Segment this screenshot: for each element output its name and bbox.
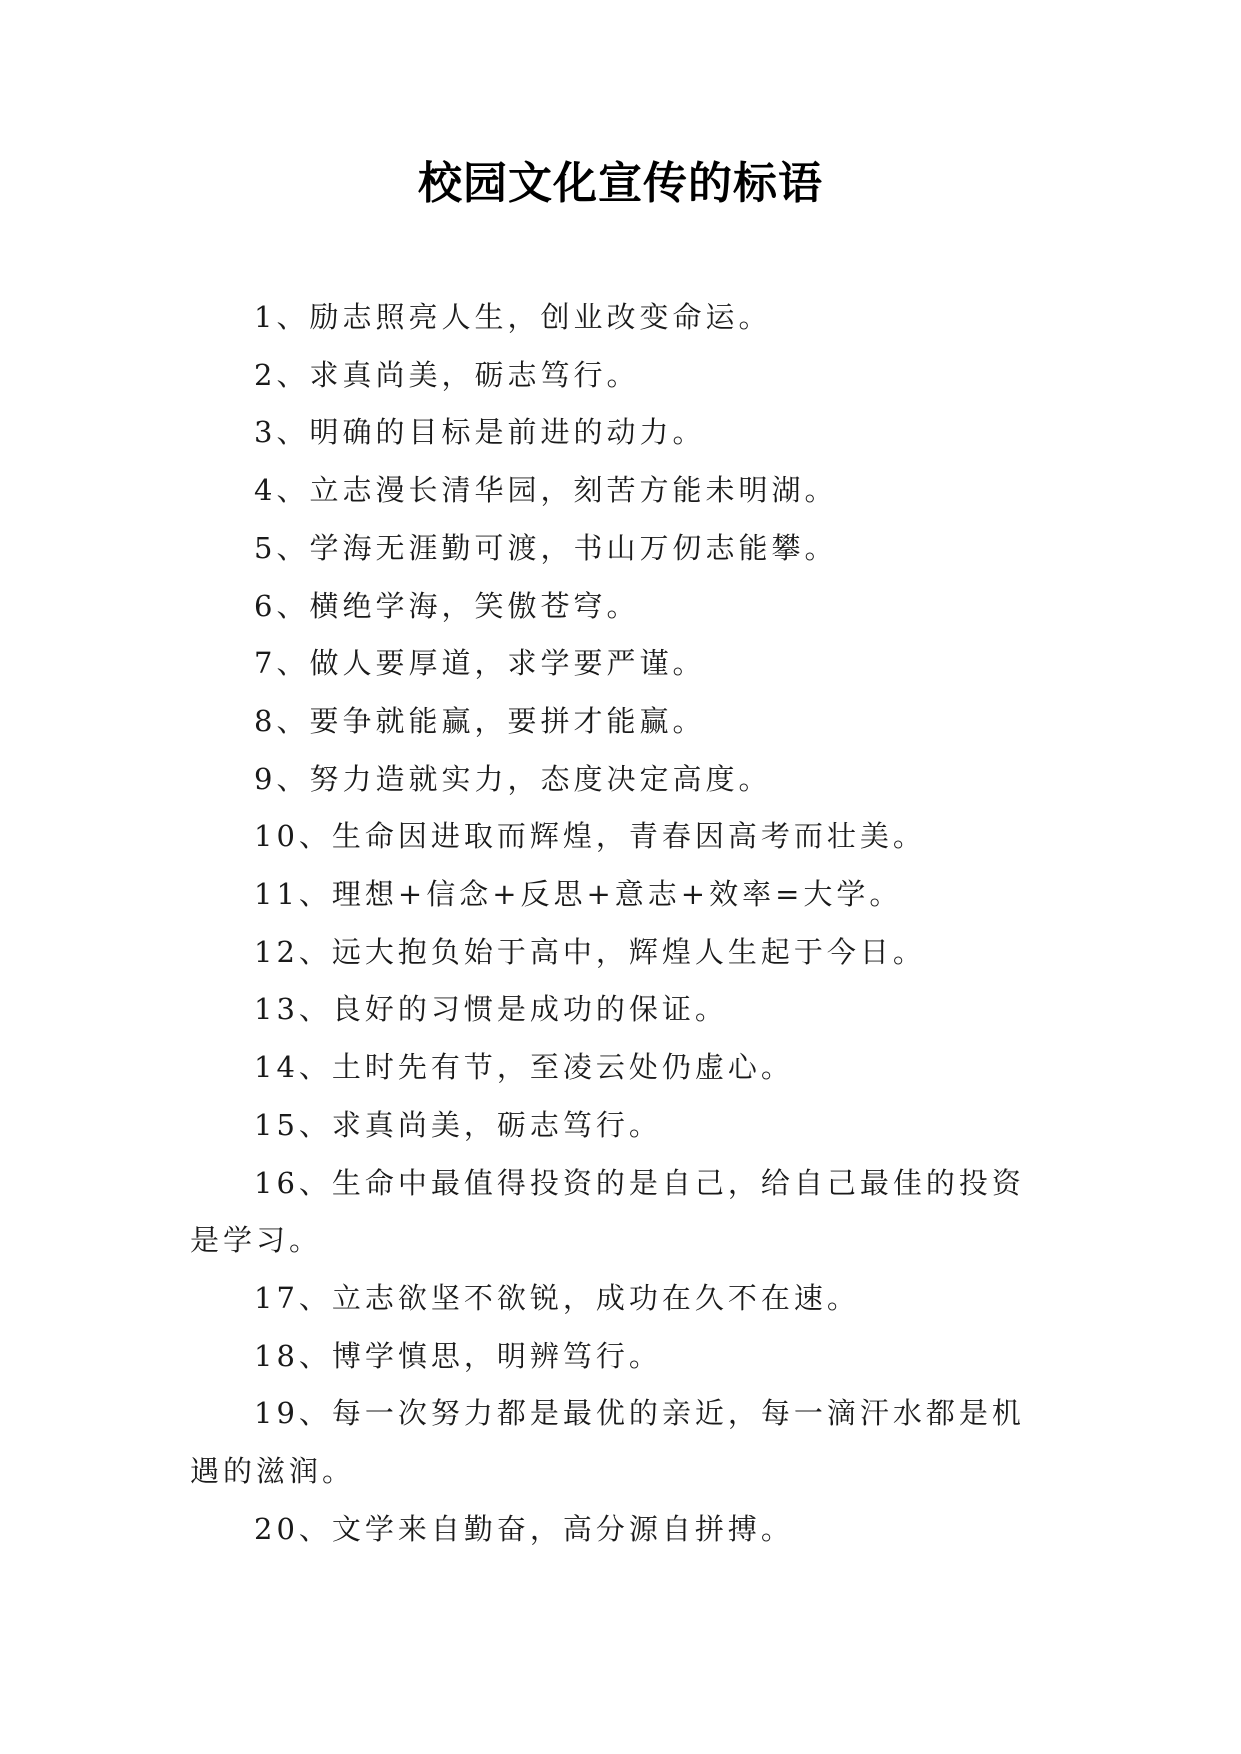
slogan-item: 2、求真尚美，砺志笃行。: [254, 357, 640, 392]
slogan-list: [190, 289, 1052, 1558]
slogan-item: 4、立志漫长清华园，刻苦方能未明湖。: [254, 473, 838, 508]
slogan-item: 8、要争就能赢，要拼才能赢。: [254, 703, 706, 738]
slogan-item: 19、每一次努力都是最优的亲近，每一滴汗水都是机遇的滋润。: [190, 1396, 1025, 1489]
slogan-item: 10、生命因进取而辉煌，青春因高考而壮美。: [254, 819, 926, 854]
slogan-item: 3、明确的目标是前进的动力。: [254, 415, 706, 450]
slogan-item: 15、求真尚美，砺志笃行。: [254, 1107, 662, 1142]
slogan-item: 5、学海无涯勤可渡，书山万仞志能攀。: [254, 530, 838, 565]
slogan-item: 13、良好的习惯是成功的保证。: [254, 992, 728, 1027]
slogan-item: 20、文学来自勤奋，高分源自拼搏。: [254, 1511, 794, 1546]
slogan-item: 17、立志欲坚不欲锐，成功在久不在速。: [254, 1280, 860, 1315]
slogan-item: 11、理想+信念+反思+意志+效率=大学。: [254, 877, 903, 912]
slogan-item: 6、横绝学海，笑傲苍穹。: [254, 588, 640, 623]
slogan-item: 14、土时先有节，至凌云处仍虚心。: [254, 1050, 794, 1085]
document-title: 校园文化宣传的标语: [418, 158, 823, 209]
slogan-item: 16、生命中最值得投资的是自己，给自己最佳的投资是学习。: [190, 1165, 1025, 1258]
slogan-item: 7、做人要厚道，求学要严谨。: [254, 646, 706, 681]
slogan-item: 9、努力造就实力，态度决定高度。: [254, 761, 772, 796]
slogan-item: 18、博学慎思，明辨笃行。: [254, 1338, 662, 1373]
slogan-item: 1、励志照亮人生，创业改变命运。: [254, 300, 772, 334]
slogan-item: 12、远大抱负始于高中，辉煌人生起于今日。: [254, 934, 926, 969]
